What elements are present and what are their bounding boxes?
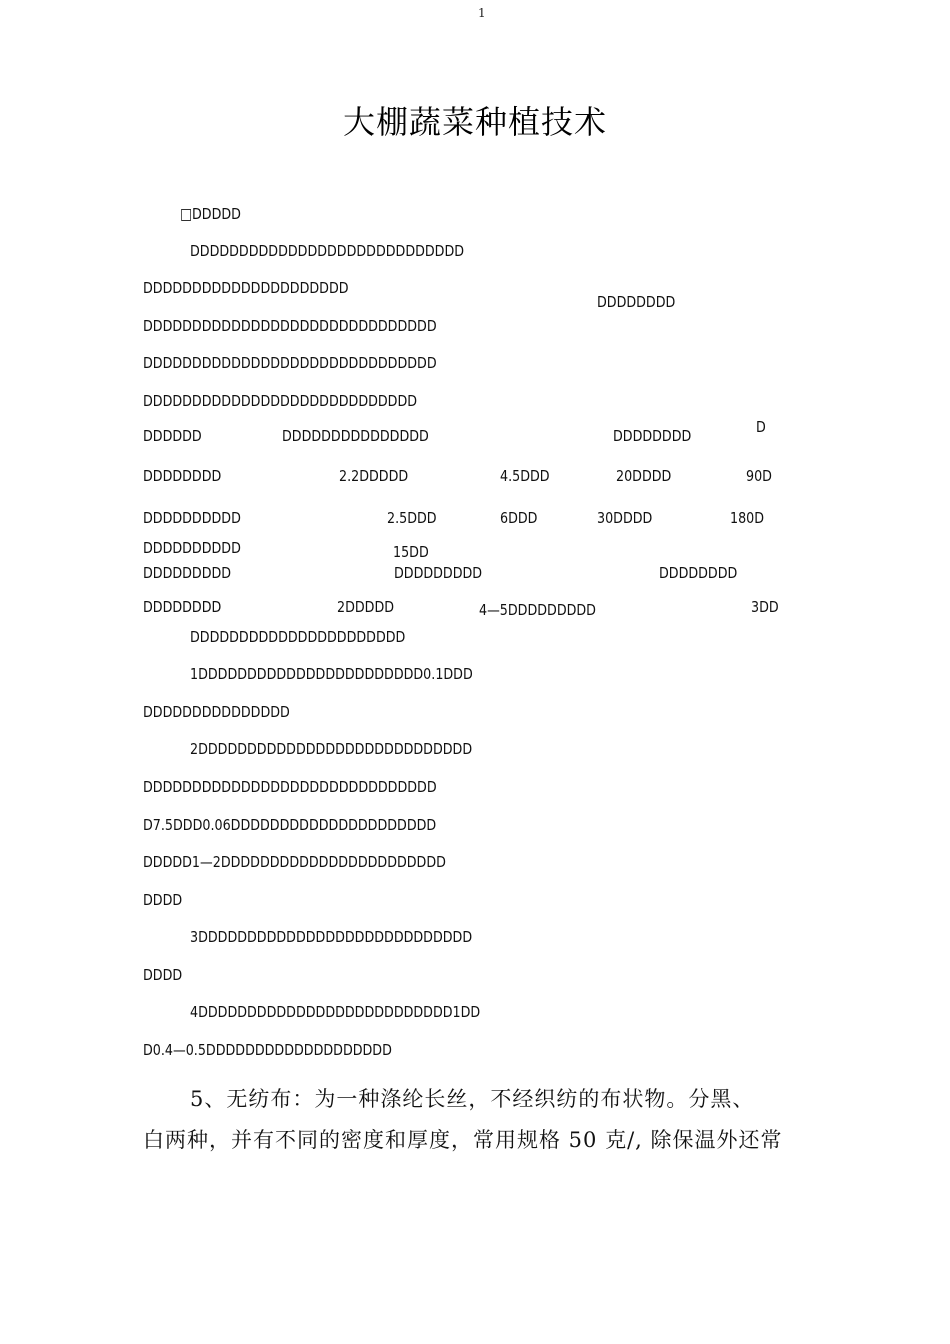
text-line: DDDDDDDDDDDDDDDDDDDDDDDDDDDDDD [143, 317, 437, 335]
text-line: D0.4—0.5DDDDDDDDDDDDDDDDDDD [143, 1041, 392, 1059]
page-number: 1 [478, 6, 486, 20]
table-cell: 15DD [393, 543, 429, 561]
text-line: DDDDDDDDDDDDDDDDDDDDD [143, 279, 349, 297]
table-cell: DDDDDDDDD [394, 564, 483, 582]
text-line: DDDDD1—2DDDDDDDDDDDDDDDDDDDDDDD [143, 853, 446, 871]
table-cell: 3DD [751, 598, 779, 616]
text-line: 4DDDDDDDDDDDDDDDDDDDDDDDDDD1DD [190, 1003, 481, 1021]
table-header-cell: DDDDDD [143, 427, 202, 445]
text-line: 2DDDDDDDDDDDDDDDDDDDDDDDDDDDD [190, 740, 473, 758]
table-cell: DDDDDDDDD [143, 564, 232, 582]
paragraph-line: 5、无纺布：为一种涤纶长丝，不经织纺的布状物。分黑、 [190, 1087, 755, 1111]
table-cell: 4.5DDD [500, 467, 550, 485]
table-cell: DDDDDDDD [143, 467, 222, 485]
table-cell: 2.2DDDDD [339, 467, 409, 485]
table-cell: 2DDDDD [337, 598, 395, 616]
text-line: DDDD [143, 966, 183, 984]
table-cell: 20DDDD [616, 467, 672, 485]
text-line: 1DDDDDDDDDDDDDDDDDDDDDDD0.1DDD [190, 665, 473, 683]
table-cell: 6DDD [500, 509, 538, 527]
text-line: DDDDDDDDDDDDDDD [143, 703, 290, 721]
table-cell: 2.5DDD [387, 509, 437, 527]
table-cell: 180D [730, 509, 765, 527]
text-line: D7.5DDD0.06DDDDDDDDDDDDDDDDDDDDD [143, 816, 437, 834]
table-cell: DDDDDDDD [659, 564, 738, 582]
text-line: 3DDDDDDDDDDDDDDDDDDDDDDDDDDDD [190, 928, 473, 946]
text-line: DDDD [143, 891, 183, 909]
table-cell: 90D [746, 467, 772, 485]
table-cell: 30DDDD [597, 509, 653, 527]
table-header-cell: DDDDDDDD [613, 427, 692, 445]
table-header-cell: DDDDDDDDDDDDDDD [282, 427, 429, 445]
paragraph-line: 白两种，并有不同的密度和厚度，常用规格 50 克/, 除保温外还常 [143, 1128, 783, 1152]
table-header-cell: D [756, 418, 766, 436]
page-title: 大棚蔬菜种植技术 [342, 103, 607, 141]
text-line: DDDDDDDDDDDDDDDDDDDDDDDDDDDDDD [143, 778, 437, 796]
text-line: DDDDDDDDDDDDDDDDDDDDDDDDDDDD [190, 242, 465, 260]
table-cell: DDDDDDDDDD [143, 509, 241, 527]
table-cell: DDDDDDDDDD [143, 539, 241, 557]
table-cell: DDDDDDDD [143, 598, 222, 616]
table-cell: 4—5DDDDDDDDD [479, 601, 596, 619]
text-line: DDDDDDDDDDDDDDDDDDDDDDDDDDDDDD [143, 354, 437, 372]
text-line: DDDDDDDDDDDDDDDDDDDDDDDDDDDD [143, 392, 418, 410]
section-heading: □DDDDD [180, 205, 241, 223]
text-line: DDDDDDDD [597, 293, 676, 311]
text-line: DDDDDDDDDDDDDDDDDDDDDD [190, 628, 406, 646]
